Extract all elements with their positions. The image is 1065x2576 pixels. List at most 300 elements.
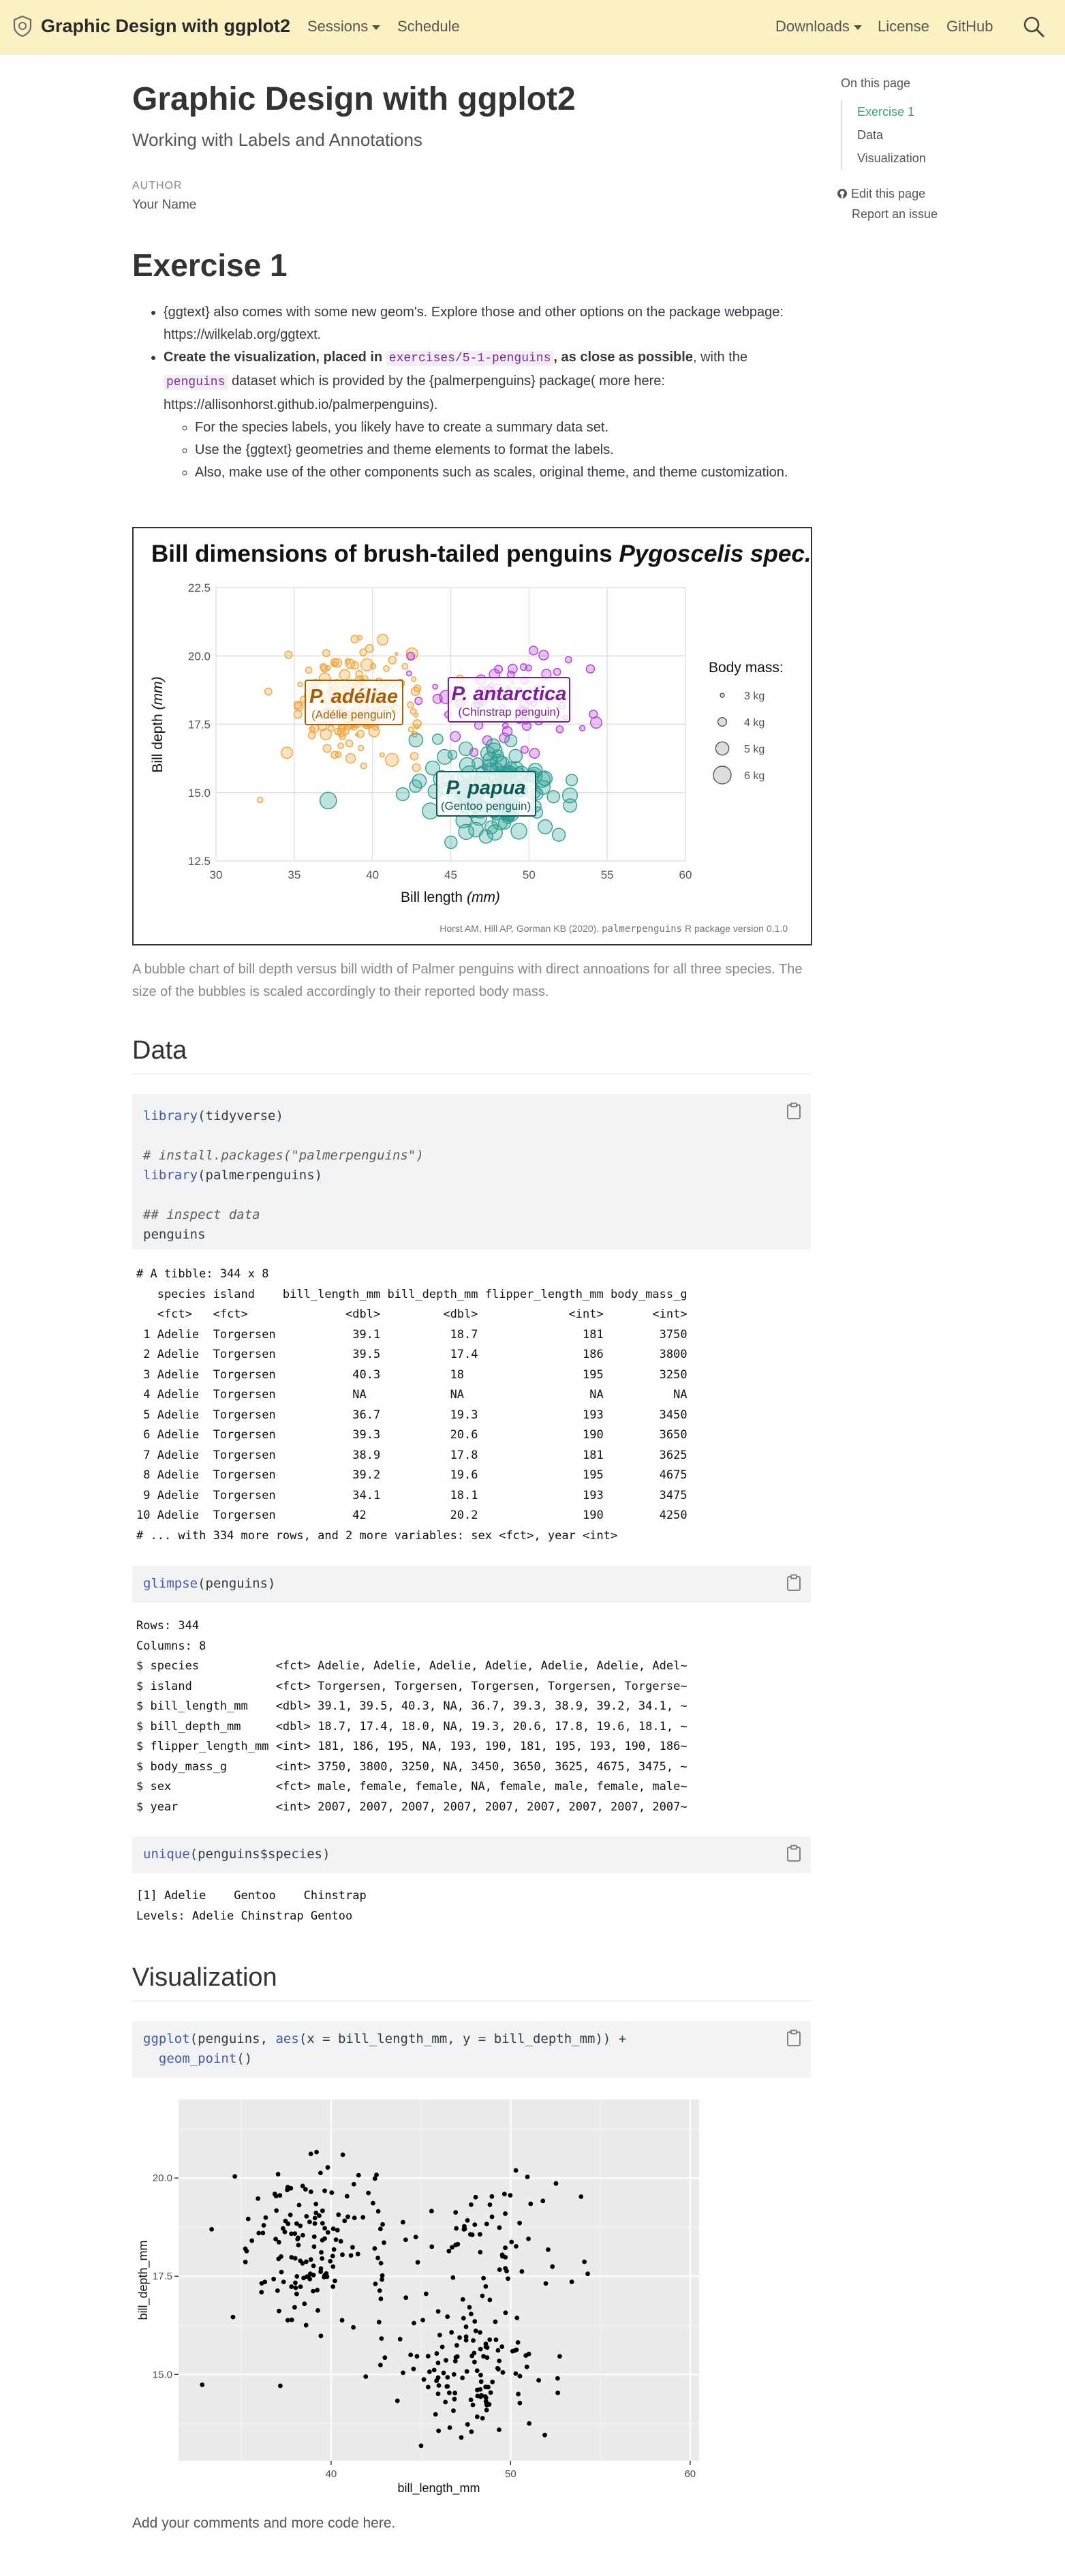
scatter-point <box>351 2325 356 2330</box>
bubble-point <box>395 652 398 655</box>
scatter-point <box>471 2403 476 2408</box>
scatter-point <box>289 2284 294 2289</box>
scatter-point <box>478 2232 482 2237</box>
bubble-point <box>445 836 457 849</box>
bubble-point <box>539 650 549 660</box>
scatter-point <box>484 2408 489 2412</box>
author-name: Your Name <box>132 198 197 212</box>
code-block-glimpse[interactable] <box>132 1566 811 1603</box>
brand-title: Graphic Design with ggplot2 <box>41 15 291 36</box>
bubble-point <box>373 725 379 730</box>
scatter-point <box>453 2359 458 2363</box>
bubble-point <box>556 726 563 733</box>
figure-caption-credit: Horst AM, Hill AP, Gorman KB (2020). palmerpenguins R package version 0.1.0 <box>439 923 788 935</box>
toc-item-data[interactable]: Data <box>857 128 884 142</box>
bullet-create-strong-b: , as close as possible <box>553 350 693 365</box>
bubble-point <box>408 727 414 732</box>
y-tick-label: 20.0 <box>152 2172 172 2185</box>
scatter-point <box>445 2375 450 2380</box>
report-issue-link[interactable]: Report an issue <box>852 207 938 221</box>
bubble-point <box>357 730 365 738</box>
bubble-chart-figure <box>132 527 812 945</box>
code-fn: ggplot <box>143 2031 190 2046</box>
scatter-point <box>487 2298 492 2303</box>
scatter-point <box>506 2276 510 2281</box>
scatter-point <box>509 2240 514 2245</box>
scatter-point <box>375 2256 380 2260</box>
y-tick-label: 15.0 <box>152 2369 172 2381</box>
scatter-point <box>454 2343 459 2348</box>
scatter-point <box>246 2217 251 2222</box>
legend-key <box>720 693 724 697</box>
scatter-point <box>517 2401 522 2406</box>
scatter-point <box>294 2292 299 2297</box>
y-axis-label: bill_depth_mm <box>136 2240 150 2320</box>
scatter-point <box>514 2168 519 2173</box>
scatter-point <box>546 2247 551 2252</box>
github-icon <box>837 188 848 199</box>
bullet-create-viz <box>164 346 814 484</box>
scatter-point <box>490 2215 495 2219</box>
clipboard-icon[interactable] <box>786 2029 801 2047</box>
scatter-point <box>570 2279 574 2284</box>
clipboard-icon[interactable] <box>786 1102 801 1120</box>
scatter-point <box>335 2228 340 2232</box>
legend-title: Body mass: <box>709 660 784 676</box>
scatter-point <box>440 2345 445 2350</box>
scatter-point <box>510 2349 515 2354</box>
toc-heading: On this page <box>841 76 911 90</box>
scatter-point <box>525 2175 530 2179</box>
scatter-point <box>289 2255 294 2260</box>
bubble-point <box>410 709 416 715</box>
bubble-point <box>298 682 303 686</box>
nav-schedule[interactable]: Schedule <box>397 18 460 35</box>
scatter-point <box>464 2324 469 2329</box>
bubble-point <box>412 687 420 695</box>
scatter-point <box>517 2221 522 2226</box>
scatter-point <box>380 2273 385 2278</box>
page-subtitle: Working with Labels and Annotations <box>132 130 422 150</box>
bubble-point <box>306 667 312 673</box>
scatter-point <box>419 2443 424 2448</box>
scatter-point <box>514 2316 519 2320</box>
bullet-ggtext-text: {ggtext} also comes with some new geom's. Explore those and other options on the package webpage: https://wilkelab.org/ggtext. <box>164 305 784 342</box>
scatter-point <box>403 2295 408 2300</box>
code-block-setup[interactable] <box>132 1094 811 1249</box>
legend-label: 3 kg <box>744 691 765 702</box>
code-plain: penguins <box>143 1227 206 1242</box>
legend-key <box>718 718 727 727</box>
tibble-output-text: # A tibble: 344 x 8 species island bill_length_mm bill_depth_mm flipper_length_mm body_mass_g <fct> <fct> <dbl> <dbl> <int> <int> 1 Adelie Torgersen 39.1 18.7 181 3750 2 Adelie Torgersen 39.5 17.4 186 3800 3 Adelie Torgersen 40.3 18 195 3250 4 Adelie Torgersen NA NA NA NA 5 Adelie Torgersen 36.7 19.3 193 3450 6 Adelie Torgersen 39.3 20.6 190 3650 7 Adelie Torgersen 38.9 17.8 181 3625 8 Adelie Torgersen 39.2 19.6 195 4675 9 Adelie Torgersen 34.1 18.1 193 3475 10 Adelie Torgersen 42 20.2 190 4250 # ... with 334 more rows, and 2 more variables: sex <fct>, year <int> <box>136 1267 688 1543</box>
search-icon[interactable] <box>1022 15 1045 38</box>
scatter-point <box>444 2358 448 2363</box>
scatter-point <box>285 2187 290 2192</box>
toc-list <box>841 100 1045 170</box>
code-fn: unique <box>143 1847 190 1862</box>
x-tick-label: 55 <box>600 868 614 881</box>
data-heading: Data <box>132 1036 187 1065</box>
scatter-point <box>320 2209 325 2213</box>
scatter-point <box>256 2196 260 2201</box>
scatter-point <box>332 2247 337 2252</box>
scatter-point <box>557 2354 562 2359</box>
scatter-point <box>382 2241 386 2245</box>
label-antarctica-sub: (Chinstrap penguin) <box>458 706 560 718</box>
scatter-point <box>555 2391 560 2395</box>
scatter-point <box>493 2320 498 2324</box>
scatter-point <box>465 2369 469 2374</box>
tibble-output <box>136 1264 688 1546</box>
scatter-point <box>426 2354 431 2359</box>
bubble-point <box>586 665 594 673</box>
toc-item-visualization[interactable]: Visualization <box>857 151 926 165</box>
scatter-point <box>322 2226 327 2230</box>
scatter-point <box>480 2294 485 2299</box>
bubble-point <box>332 662 337 667</box>
scatter-point <box>398 2337 403 2342</box>
clipboard-icon[interactable] <box>786 1574 801 1592</box>
scatter-point <box>513 2372 518 2376</box>
scatter-point <box>379 2336 384 2341</box>
bubble-point <box>433 734 443 744</box>
closing-text: Add your comments and more code here. <box>132 2515 396 2531</box>
scatter-point <box>366 2191 371 2196</box>
scatter-point <box>372 2246 377 2251</box>
code-block-unique[interactable] <box>132 1836 811 1873</box>
bubble-point <box>309 727 315 732</box>
scatter-point <box>331 2226 336 2231</box>
nav-downloads[interactable] <box>775 18 862 35</box>
scatter-point <box>315 2308 320 2313</box>
nav-github[interactable]: GitHub <box>946 18 993 35</box>
bubble-point <box>505 735 517 747</box>
bubble-point <box>580 725 585 731</box>
chart-title: Bill dimensions of brush-tailed penguins Pygoscelis spec. <box>151 541 811 567</box>
y-tick-label: 17.5 <box>152 2271 172 2283</box>
plot-panel <box>179 2100 699 2461</box>
bubble-point <box>331 751 338 758</box>
bubble-point <box>459 757 474 772</box>
code-fn: geom_point <box>158 2051 237 2066</box>
bubble-point <box>410 753 418 760</box>
scatter-point <box>300 2183 305 2188</box>
scatter-point <box>380 2277 384 2282</box>
scatter-point <box>277 2309 281 2314</box>
brand-link[interactable] <box>12 15 290 37</box>
scatter-point <box>349 2253 354 2258</box>
bubble-point <box>566 656 572 663</box>
scatter-point <box>373 2282 378 2286</box>
code-block-ggplot[interactable] <box>132 2021 811 2078</box>
scatter-point <box>243 2260 248 2264</box>
scatter-point <box>340 2318 345 2322</box>
scatter-point <box>377 2320 382 2324</box>
scatter-point <box>281 2279 286 2284</box>
nav-sessions[interactable] <box>307 18 380 35</box>
bubble-point <box>360 649 367 656</box>
bubble-point <box>459 824 474 839</box>
scatter-point <box>408 2352 413 2357</box>
scatter-point <box>487 2337 492 2342</box>
bubble-point <box>265 688 272 695</box>
scatter-point <box>350 2245 355 2249</box>
scatter-point <box>293 2281 298 2286</box>
scatter-point <box>447 2391 452 2395</box>
scatter-point <box>313 2221 318 2226</box>
scatter-point <box>275 2288 280 2293</box>
navbar <box>0 0 1065 55</box>
sub-bullet-summary: ◦ For the species labels, you likely have to create a summary data set. <box>195 416 814 439</box>
scatter-point <box>276 2172 281 2177</box>
scatter-point <box>294 2274 299 2279</box>
scatter-point <box>380 2222 385 2227</box>
scatter-point <box>464 2335 469 2339</box>
bubble-point <box>360 763 367 769</box>
scatter-point <box>497 2267 502 2272</box>
scatter-point <box>298 2284 303 2289</box>
bubble-point <box>281 747 293 759</box>
bubble-point <box>323 744 330 752</box>
bubble-point <box>525 665 531 671</box>
scatter-point <box>279 2270 284 2275</box>
bubble-point <box>258 797 263 802</box>
scatter-point <box>429 2209 434 2213</box>
bubble-chart <box>134 528 811 944</box>
scatter-point <box>330 2264 335 2269</box>
scatter-point <box>496 2367 501 2372</box>
scatter-point <box>340 2252 345 2257</box>
code-unique <box>132 1836 811 1877</box>
scatter-point <box>311 2289 315 2294</box>
edit-page-link[interactable] <box>837 187 925 201</box>
scatter-point <box>490 2380 495 2384</box>
bubble-point <box>356 671 362 678</box>
scatter-point <box>555 2376 560 2381</box>
scatter-point <box>514 2244 519 2249</box>
scatter-point <box>468 2232 473 2237</box>
scatter-point <box>496 2348 501 2353</box>
bubble-point <box>388 656 396 664</box>
scatter-point <box>444 2384 449 2389</box>
scatter-point <box>497 2226 502 2230</box>
scatter-point <box>312 2234 317 2239</box>
scatter-point <box>416 2260 420 2264</box>
scatter-point <box>528 2202 533 2207</box>
scatter-point <box>262 2223 266 2228</box>
code-arg: (tidyverse) <box>198 1108 283 1123</box>
edit-page-label: Edit this page <box>851 187 926 200</box>
scatter-point <box>378 2297 383 2301</box>
scatter-point <box>485 2345 490 2350</box>
scatter-point <box>345 2194 350 2198</box>
scatter-point <box>363 2374 368 2379</box>
legend-label: 5 kg <box>744 744 765 755</box>
unique-output <box>136 1886 367 1926</box>
table-of-contents <box>841 76 1045 170</box>
code-comment: ## inspect data <box>143 1207 260 1222</box>
scatter-point <box>432 2367 437 2372</box>
scatter-point <box>300 2233 305 2238</box>
bubble-point <box>326 665 330 670</box>
scatter-point <box>465 2218 470 2223</box>
scatter-point <box>480 2416 485 2421</box>
scatter-point <box>452 2397 457 2401</box>
nav-license[interactable]: License <box>878 18 929 35</box>
x-axis-label: Bill length (mm) <box>401 890 500 905</box>
x-tick-label: 35 <box>288 868 301 881</box>
scatter-point <box>490 2194 495 2199</box>
scatter-point <box>307 2219 312 2224</box>
scatter-point <box>445 2314 450 2319</box>
scatter-point <box>542 2433 547 2438</box>
nav-downloads-label: Downloads <box>775 18 850 35</box>
bubble-point <box>503 723 508 729</box>
legend-label: 6 kg <box>744 770 765 782</box>
bubble-point <box>485 821 498 834</box>
scatter-point <box>501 2370 506 2375</box>
code-arg: (penguins) <box>198 1576 276 1591</box>
bubble-point <box>566 774 578 786</box>
scatter-point <box>232 2174 237 2179</box>
code-fn: glimpse <box>143 1576 198 1591</box>
toc-item-exercise-1[interactable]: Exercise 1 <box>857 105 915 119</box>
scatter-point <box>436 2309 441 2314</box>
scatter-point <box>378 2226 383 2231</box>
bubble-point <box>538 820 553 834</box>
scatter-point <box>504 2310 508 2315</box>
bubble-point <box>346 754 356 763</box>
scatter-point <box>334 2237 339 2242</box>
scatter-point <box>472 2351 476 2356</box>
bubble-point <box>414 725 419 729</box>
scatter-point <box>479 2393 484 2398</box>
scatter-point <box>550 2264 555 2269</box>
exercise-bullets <box>132 301 814 484</box>
bubble-point <box>285 651 292 658</box>
bubble-point <box>386 753 399 766</box>
scatter-point <box>516 2392 521 2397</box>
bubble-point <box>358 745 364 751</box>
scatter-point <box>457 2335 462 2340</box>
bubble-point <box>328 725 335 731</box>
bubble-point <box>346 740 353 747</box>
bubble-point <box>335 728 341 735</box>
legend-label: 4 kg <box>744 717 765 729</box>
scatter-point <box>478 2373 483 2378</box>
scatter-point <box>277 2193 282 2198</box>
scatter-point <box>544 2281 549 2286</box>
scatter-point <box>463 2227 467 2232</box>
scatter-point <box>294 2286 298 2290</box>
clipboard-icon[interactable] <box>786 1845 801 1862</box>
scatter-point <box>461 2297 465 2302</box>
scatter-point <box>304 2323 309 2328</box>
scatter-point <box>554 2181 559 2186</box>
scatter-point <box>481 2276 486 2281</box>
scatter-point <box>503 2211 508 2216</box>
code-fn: library <box>143 1168 198 1183</box>
x-tick-label: 30 <box>209 868 223 881</box>
scatter-point <box>356 2173 361 2178</box>
x-tick-label: 40 <box>325 2468 337 2480</box>
bullet-create-rest-b: dataset which is provided by the {palmerpenguins} package( more here: https://allisonhorst.github.io/palmerpenguins). <box>164 374 665 412</box>
scatter-point <box>479 2379 484 2384</box>
bubble-point <box>529 646 538 655</box>
bubble-point <box>547 791 559 803</box>
scatter-point <box>200 2382 204 2387</box>
scatter-point <box>578 2194 583 2199</box>
scatter-point <box>296 2243 301 2247</box>
scatter-point <box>474 2329 478 2333</box>
scatter-point <box>312 2244 317 2249</box>
scatter-point <box>436 2429 441 2434</box>
scatter-chart <box>132 2093 705 2502</box>
bubble-point <box>437 750 452 765</box>
bubble-point <box>294 703 303 712</box>
scatter-point <box>452 2372 457 2377</box>
bubble-point <box>339 669 350 680</box>
bubble-point <box>499 817 511 830</box>
scatter-point <box>420 2318 425 2322</box>
scatter-point <box>318 2269 323 2274</box>
bullet-ggtext <box>164 301 814 346</box>
y-axis-label: Bill depth (mm) <box>150 676 166 773</box>
scatter-point <box>436 2361 441 2365</box>
scatter-point <box>322 2275 326 2279</box>
x-tick-label: 60 <box>684 2468 696 2480</box>
bubble-point <box>377 635 388 646</box>
y-tick-label: 17.5 <box>187 718 211 731</box>
scatter-point <box>292 2305 297 2309</box>
bubble-point <box>345 659 350 665</box>
scatter-point <box>245 2249 249 2254</box>
chevron-down-icon <box>854 25 862 30</box>
scatter-point <box>500 2254 505 2259</box>
scatter-point <box>311 2273 316 2277</box>
scatter-point <box>313 2211 318 2215</box>
bubble-point <box>339 733 345 740</box>
scatter-point <box>277 2240 281 2245</box>
y-tick-label: 22.5 <box>187 581 211 594</box>
code-glimpse <box>132 1566 811 1606</box>
scatter-point <box>489 2391 493 2395</box>
author-label: AUTHOR <box>132 180 183 192</box>
x-tick-label: 50 <box>505 2468 516 2480</box>
scatter-point <box>475 2414 480 2419</box>
scatter-point <box>373 2177 377 2181</box>
scatter-point <box>309 2189 313 2194</box>
code-fn: library <box>143 1108 198 1123</box>
scatter-point <box>442 2371 446 2376</box>
bubble-point <box>402 663 407 669</box>
scatter-point <box>497 2427 501 2432</box>
scatter-point <box>318 2170 323 2175</box>
scatter-point <box>472 2360 477 2365</box>
nav-sessions-label: Sessions <box>307 18 369 35</box>
scatter-point <box>260 2281 264 2286</box>
scatter-point <box>276 2256 281 2261</box>
scatter-point <box>414 2234 418 2239</box>
bubble-point <box>407 652 414 660</box>
scatter-point <box>474 2195 478 2200</box>
legend <box>713 691 765 784</box>
scatter-point <box>426 2384 431 2389</box>
scatter-point <box>412 2367 416 2372</box>
scatter-point <box>377 2288 382 2293</box>
bubble-point <box>459 742 473 755</box>
scatter-point <box>328 2259 333 2264</box>
